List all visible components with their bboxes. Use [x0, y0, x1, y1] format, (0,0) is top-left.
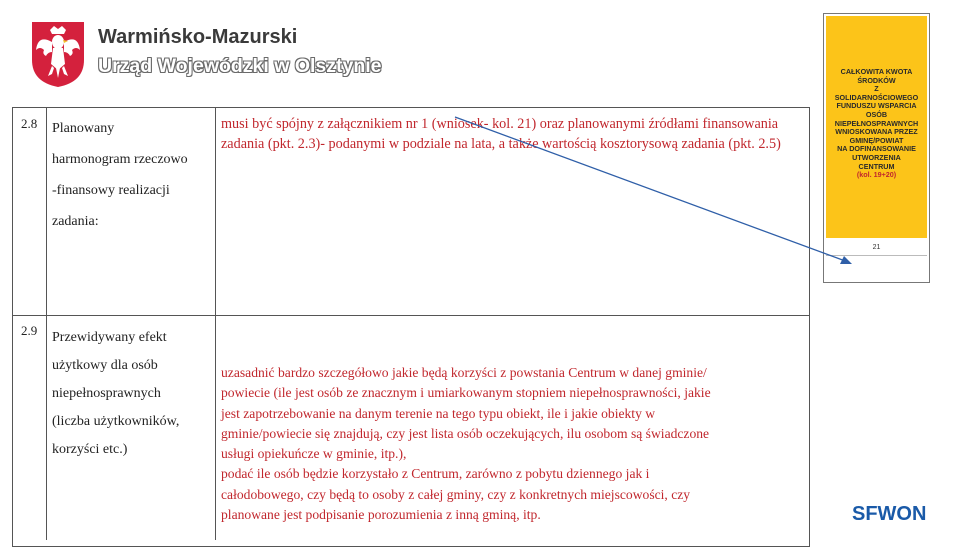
- column-header-line: NIEPEŁNOSPRAWNYCH: [834, 118, 919, 128]
- row-number: 2.8: [21, 116, 38, 131]
- row-note-line: planowane jest podpisanie porozumienia z inną gminą, itp.: [221, 507, 541, 523]
- column-header-line: WNIOSKOWANA PRZEZ: [835, 127, 918, 137]
- row-label-line: (liczba użytkowników,: [52, 414, 180, 429]
- column-header-line: SOLIDARNOŚCIOWEGO: [834, 92, 919, 102]
- column-number: 21: [872, 244, 881, 251]
- row-note-line: uzasadnić bardzo szczegółowo jakie będą korzyści z powstania Centrum w danej gminie/: [221, 365, 707, 380]
- column-formula: (kol. 19+20): [856, 170, 897, 180]
- row-label-line: korzyści etc.): [52, 442, 128, 457]
- organization-name: Warmińsko-Mazurski: [98, 26, 298, 48]
- row-note-line: całodobowego, czy będą to osoby z całej gminy, czy z konkretnych miejscowości, czy: [221, 486, 691, 502]
- row-note-line: jest zapotrzebowanie na danym terenie na tego typu obiekt, ile i jakie obiekty w: [221, 405, 656, 421]
- column-header-line: GMINĘ/POWIAT: [849, 135, 904, 145]
- column-header-line: OSÓB: [865, 109, 888, 119]
- row-note-line: podać ile osób będzie korzystało z Centrum, zarówno z pobytu dziennego jak i: [221, 466, 650, 482]
- column-header-line: FUNDUSZU WSPARCIA: [836, 101, 917, 111]
- column-header-line: NA DOFINANSOWANIE: [837, 144, 916, 154]
- row-label-line: Planowany: [52, 121, 115, 136]
- row-label-line: użytkowy dla osób: [52, 358, 158, 373]
- column-header-line: CENTRUM: [858, 161, 895, 171]
- row-number: 2.9: [21, 323, 38, 338]
- column-header-line: CAŁKOWITA KWOTA: [840, 67, 913, 76]
- row-note: musi być spójny z załącznikiem nr 1 (wniosek- kol. 21) oraz planowanymi źródłami finansowania zadania (pkt. 2.3)- podanymi w podziale na lata, a także wartością kosztorysową zadania (pkt. 2.5): [221, 116, 781, 152]
- row-label-line: zadania:: [52, 214, 99, 229]
- row-note-line: gminie/powiecie się znajdują, czy jest lista osób oczekujących, ilu osobom są świadczone: [221, 425, 710, 441]
- column-header-line: Z: [874, 84, 879, 94]
- row-note-line: usługi opiekuńcze w gminie, itp.),: [221, 446, 407, 462]
- organization-subtitle: Urząd Wojewódzki w Olsztynie: [98, 55, 382, 77]
- row-label-line: harmonogram rzeczowo: [52, 152, 188, 167]
- row-note-line: powiecie (ile jest osób ze znacznym i umiarkowanym stopniem niepełnosprawności, jakie: [221, 385, 711, 401]
- sfwon-logo: SFWON: [852, 503, 927, 525]
- row-label-line: Przewidywany efekt: [52, 330, 167, 345]
- column-header-line: UTWORZENIA: [852, 152, 901, 162]
- row-label-line: -finansowy realizacji: [52, 183, 170, 198]
- row-label-line: niepełnosprawnych: [52, 386, 161, 401]
- column-header-line: ŚRODKÓW: [857, 75, 896, 85]
